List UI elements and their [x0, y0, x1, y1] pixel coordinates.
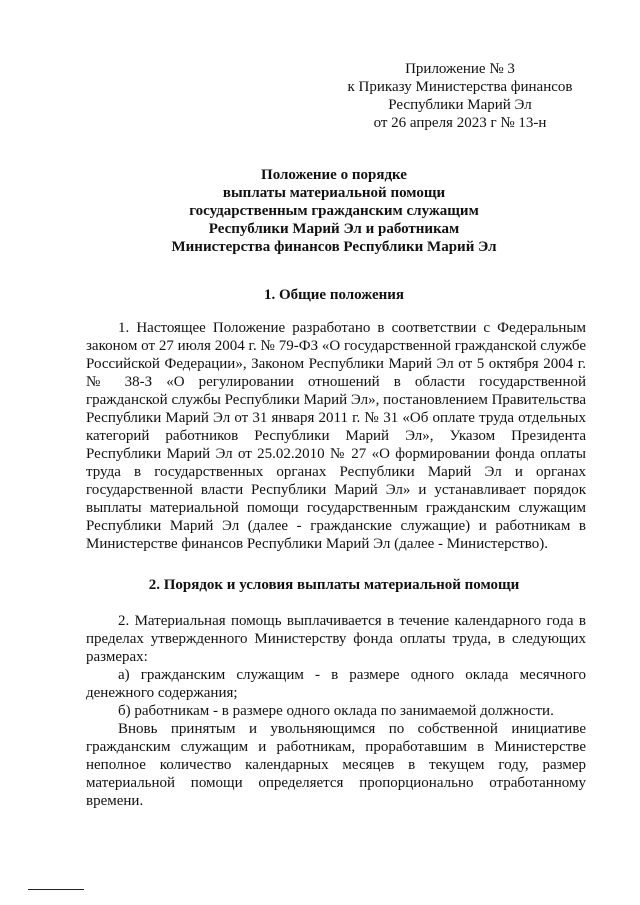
- appendix-republic: Республики Марий Эл: [388, 97, 532, 113]
- paragraph-2: 2. Материальная помощь выплачивается в течение календарного года в пределах утвержденного Министерству фонда оплаты труда, в следующих размерах:: [86, 613, 586, 665]
- document-title: [86, 166, 582, 256]
- section-2-heading: 2. Порядок и условия выплаты материальной помощи: [148, 577, 520, 593]
- title-line-5: Министерства финансов Республики Марий Эл: [171, 239, 497, 255]
- section-1-paragraph: 1. Настоящее Положение разработано в соответствии с Федеральным законом от 27 июля 2004 г. № 79-ФЗ «О государственной гражданской службе Российской Федерации», Законом Республики Марий Эл от 5 октября 2004 г. № 38-З «О регулировании отношений в области государственной гражданской службы Республики Марий Эл», постановлением Правительства Республики Марий Эл от 31 января 2011 г. № 31 «Об оплате труда отдельных категорий работников Республики Марий Эл», Указом Президента Республики Марий Эл от 25.02.2010 № 27 «О формировании фонда оплаты труда в государственных органах Республики Марий Эл и органах государственной власти Республики Марий Эл» и устанавливает порядок выплаты материальной помощи государственным гражданским служащим Республики Марий Эл (далее - гражданские служащие) и работникам в Министерстве финансов Республики Марий Эл (далее - Министерство).: [86, 320, 586, 552]
- section-2-body: [86, 612, 586, 810]
- item-b: б) работникам - в размере одного оклада по занимаемой должности.: [118, 703, 554, 719]
- title-line-2: выплаты материальной помощи: [222, 185, 446, 201]
- appendix-number: Приложение № 3: [405, 61, 515, 77]
- paragraph-3: Вновь принятым и увольняющимся по собственной инициативе гражданским служащим и работникам, проработавшим в Министерстве неполное количество календарных месяцев в текущем году, размер материальной помощи определяется пропорционально отработанному времени.: [86, 721, 586, 809]
- title-line-1: Положение о порядке: [261, 167, 407, 183]
- footnote-divider: [28, 889, 84, 890]
- title-line-4: Республики Марий Эл и работникам: [208, 221, 460, 237]
- appendix-date: от 26 апреля 2023 г № 13-н: [373, 115, 547, 131]
- appendix-header: [340, 60, 580, 132]
- item-a: а) гражданским служащим - в размере одного оклада месячного денежного содержания;: [86, 667, 586, 701]
- appendix-order-ref: к Приказу Министерства финансов: [347, 79, 573, 95]
- section-1-heading: 1. Общие положения: [263, 287, 405, 303]
- title-line-3: государственным гражданским служащим: [189, 203, 479, 219]
